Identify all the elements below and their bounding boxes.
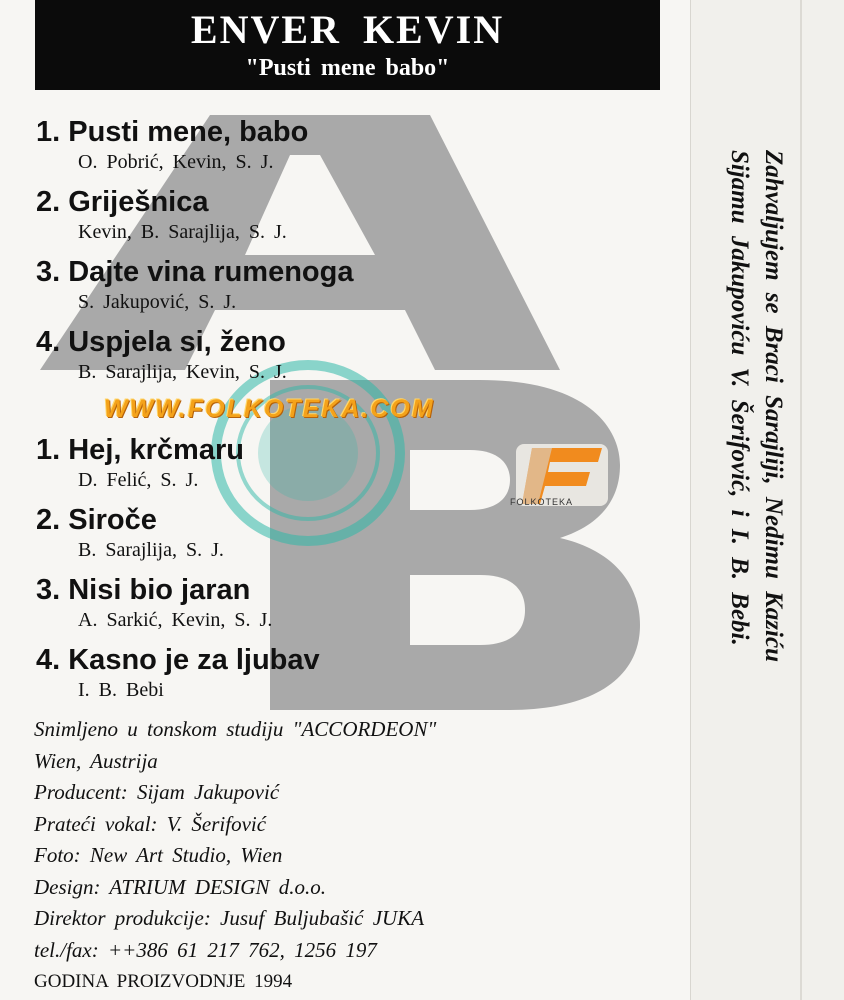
track-credit: Kevin, B. Sarajlija, S. J. [78,221,287,243]
track-a-2 [36,186,636,244]
credit-line: tel./fax: ++386 61 217 762, 1256 197 [34,937,377,962]
track-credit: A. Sarkić, Kevin, S. J. [78,609,273,631]
track-a-3 [36,256,636,314]
credit-line: Foto: New Art Studio, Wien [34,843,283,867]
track-title: 4. Uspjela si, ženo [36,326,286,358]
track-credit: S. Jakupović, S. J. [78,291,237,313]
spine-line-1: Zahvaljujem se Braci Sarajliji, Nedimu Kaziću [760,150,787,662]
track-credit: B. Sarajlija, S. J. [78,539,224,561]
track-title: 1. Hej, krčmaru [36,434,244,466]
spine-fold-line [800,0,802,1000]
website-watermark: WWW.FOLKOTEKA.COM [104,395,435,423]
track-credit: D. Felić, S. J. [78,469,199,491]
credit-line: Snimljeno u tonskom studiju "ACCORDEON" [34,717,437,741]
track-credit: B. Sarajlija, Kevin, S. J. [78,361,287,383]
track-b-4 [36,644,636,702]
credit-line: Producent: Sijam Jakupović [34,780,280,804]
spine-line-2: Sijamu Jakupoviću V. Šerifović, i I. B. Bebi. [726,150,753,646]
track-title: 1. Pusti mene, babo [36,116,309,148]
track-b-3 [36,574,636,632]
credit-line: Direktor produkcije: Jusuf Buljubašić JUKA [34,906,425,930]
track-title: 3. Nisi bio jaran [36,574,251,606]
track-title: 2. Griješnica [36,186,209,218]
logo-caption: FOLKOTEKA [510,497,574,507]
title-banner [35,0,660,90]
track-title: 4. Kasno je za ljubav [36,644,320,676]
track-a-1 [36,116,636,174]
track-title: 2. Siroče [36,504,157,536]
credit-line: Wien, Austrija [34,748,158,773]
artist-name: ENVER KEVIN [190,7,505,52]
production-credits [34,714,674,998]
track-title: 3. Dajte vina rumenoga [36,256,354,288]
track-credit: I. B. Bebi [78,679,164,701]
track-credit: O. Pobrić, Kevin, S. J. [78,151,274,173]
credit-line: Prateći vokal: V. Šerifović [34,811,267,836]
credit-line: GODINA PROIZVODNJE 1994 [34,971,293,992]
credit-line: Design: ATRIUM DESIGN d.o.o. [34,874,326,899]
track-a-4 [36,326,636,384]
spine-thanks [705,150,795,830]
album-title: "Pusti mene babo" [245,55,450,81]
